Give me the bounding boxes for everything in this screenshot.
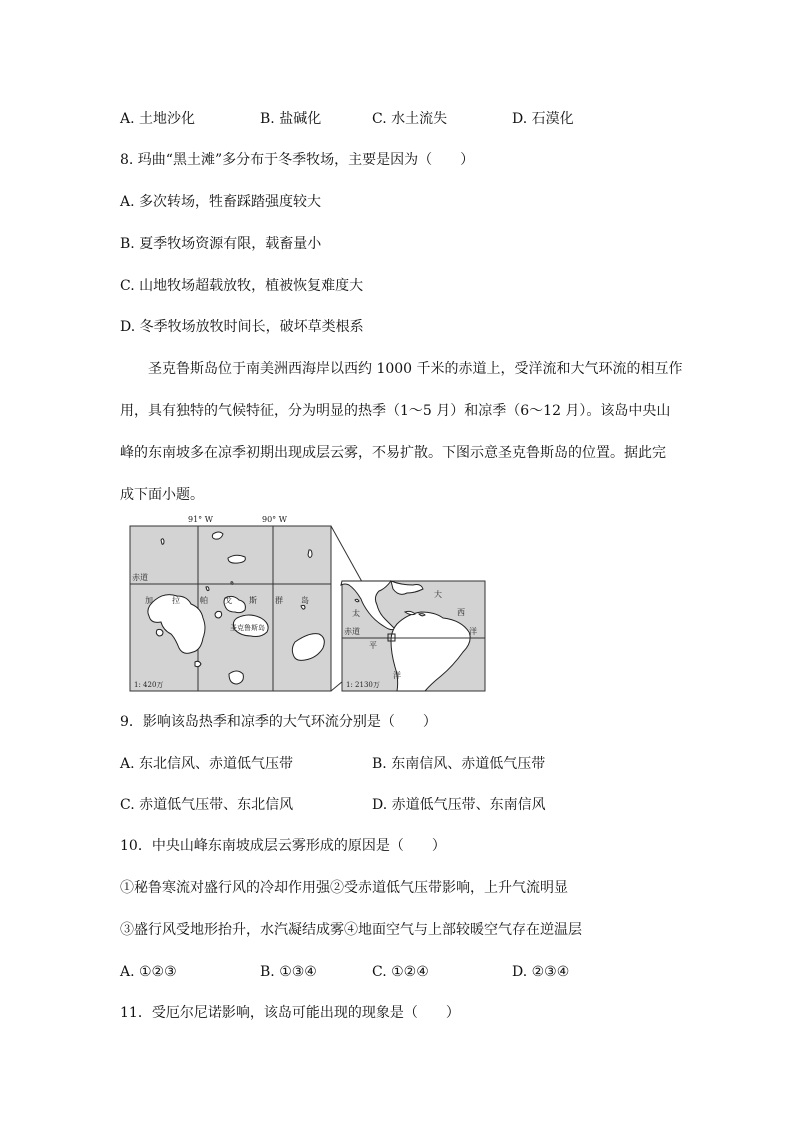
pacific-char-tai: 太 <box>352 609 360 618</box>
q10-option-a[interactable]: A. ①②③ <box>120 964 177 980</box>
atlantic-char-da: 大 <box>434 590 442 599</box>
right-scale-label: 1: 2130万 <box>346 681 380 689</box>
island-north-3 <box>228 555 245 563</box>
island-north-1 <box>161 539 164 544</box>
archipelago-char-5: 斯 <box>249 596 257 605</box>
floreana-island <box>229 671 243 684</box>
q9-option-d[interactable]: D. 赤道低气压带、东南信风 <box>372 797 546 813</box>
q9-option-a[interactable]: A. 东北信风、赤道低气压带 <box>120 756 294 772</box>
island-small-6 <box>195 661 201 666</box>
atlantic-char-xi: 西 <box>457 608 465 617</box>
q7-option-d[interactable]: D. 石漠化 <box>512 111 574 127</box>
lon-90-label: 90° W <box>262 515 287 524</box>
island-north-4 <box>308 550 312 558</box>
archipelago-char-3: 帕 <box>200 596 208 605</box>
q8-option-c[interactable]: C. 山地牧场超载放牧，植被恢复难度大 <box>120 278 364 294</box>
q8-stem: 8. 玛曲“黑土滩”多分布于冬季牧场，主要是因为（ ） <box>120 152 475 168</box>
map-svg <box>129 514 489 696</box>
island-small-3 <box>215 611 222 618</box>
archipelago-char-7: 岛 <box>301 596 309 605</box>
q10-option-c[interactable]: C. ①②④ <box>372 964 429 980</box>
santa-cruz-label: 圣克鲁斯岛 <box>230 624 265 632</box>
pacific-char-yang: 洋 <box>393 671 401 680</box>
archipelago-char-4: 戈 <box>224 596 232 605</box>
q10-statement-line-2: ③盛行风受地形抬升，水汽凝结成雾④地面空气与上部较暖空气存在逆温层 <box>120 922 582 938</box>
q9-option-b[interactable]: B. 东南信风、赤道低气压带 <box>372 756 546 772</box>
atlantic-char-yang: 洋 <box>469 627 477 636</box>
island-small-5 <box>156 629 163 636</box>
equator-label-left: 赤道 <box>132 573 148 582</box>
passage-line-4: 成下面小题。 <box>120 487 204 503</box>
q7-option-c[interactable]: C. 水土流失 <box>372 111 448 127</box>
q9-option-c[interactable]: C. 赤道低气压带、东北信风 <box>120 797 294 813</box>
q8-option-d[interactable]: D. 冬季牧场放牧时间长，破坏草类根系 <box>120 319 364 335</box>
island-small-2 <box>231 582 233 585</box>
pacific-char-ping: 平 <box>369 641 377 650</box>
lon-91-label: 91° W <box>188 515 213 524</box>
passage-line-3: 峰的东南坡多在凉季初期出现成层云雾，不易扩散。下图示意圣克鲁斯岛的位置。据此完 <box>120 445 666 461</box>
q7-option-b[interactable]: B. 盐碱化 <box>260 111 322 127</box>
archipelago-char-6: 群 <box>275 596 283 605</box>
equator-label-right: 赤道 <box>344 627 360 636</box>
q8-option-a[interactable]: A. 多次转场，牲畜踩踏强度较大 <box>120 194 322 210</box>
q10-statement-line-1: ①秘鲁寒流对盛行风的冷却作用强②受赤道低气压带影响，上升气流明显 <box>120 880 568 896</box>
q8-option-b[interactable]: B. 夏季牧场资源有限，载畜量小 <box>120 236 322 252</box>
passage-line-1: 圣克鲁斯岛位于南美洲西海岸以西约 1000 千米的赤道上，受洋流和大气环流的相互作 <box>148 361 683 377</box>
pacific-island <box>355 599 359 602</box>
archipelago-char-1: 加 <box>145 596 153 605</box>
left-scale-label: 1: 420万 <box>134 681 164 689</box>
q10-stem: 10．中央山峰东南坡成层云雾形成的原因是（ ） <box>120 838 446 854</box>
q9-stem: 9．影响该岛热季和凉季的大气环流分别是（ ） <box>120 714 437 730</box>
q11-stem: 11．受厄尔尼诺影响，该岛可能出现的现象是（ ） <box>120 1005 460 1021</box>
archipelago-char-2: 拉 <box>172 596 180 605</box>
location-map-figure <box>129 514 489 696</box>
q7-option-a[interactable]: A. 土地沙化 <box>120 111 196 127</box>
passage-line-2: 用，具有独特的气候特征，分为明显的热季（1～5 月）和凉季（6～12 月）。该岛中央山 <box>120 403 671 419</box>
q10-option-d[interactable]: D. ②③④ <box>512 964 570 980</box>
q10-option-b[interactable]: B. ①③④ <box>260 964 317 980</box>
